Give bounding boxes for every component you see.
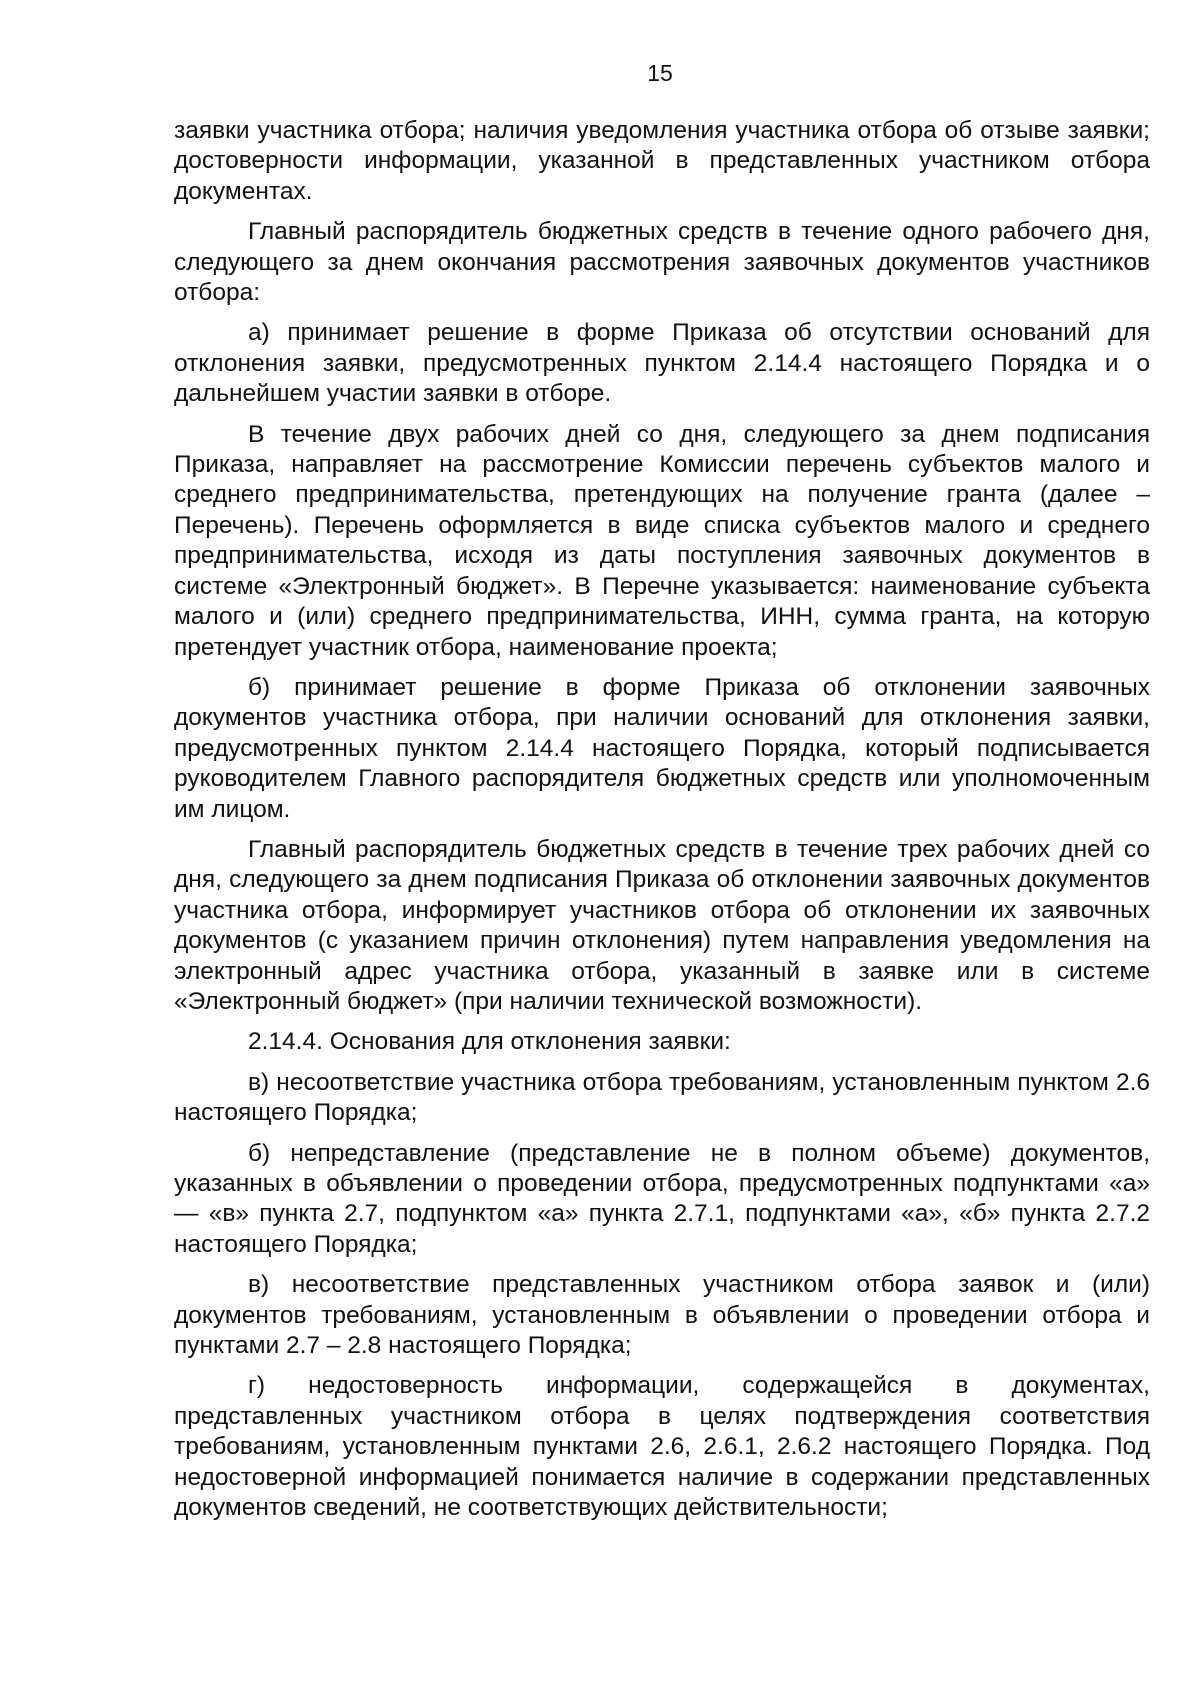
page-number: 15 [647,60,673,86]
section-heading-2-14-4: 2.14.4. Основания для отклонения заявки: [248,1028,731,1056]
paragraph-three-working-days: Главный распорядитель бюджетных средств в течение трех рабочих дней со дня, следующего за днем подписания Приказа об отклонении заявочных документов участника отбора, информирует участников отбора об отклонении их заявочных документов (с указанием причин отклонения) путем направления уведомления на электронный адрес участника отбора, указанный в заявке или в системе «Электронный бюджет» (при наличии технической возможности). [174,835,1150,1015]
paragraph-ground-v-requirements: в) несоответствие представленных участником отбора заявок и (или) документов требованиям, установленным в объявлении о проведении отбора и пунктами 2.7 – 2.8 настоящего Порядка; [174,1271,1150,1360]
paragraph-continuation: заявки участника отбора; наличия уведомления участника отбора об отзыве заявки; достоверности информации, указанной в представленных участником отбора документах. [174,117,1150,205]
paragraph-ground-v-participant: в) несоответствие участника отбора требованиям, установленным пунктом 2.6 настоящего Порядка; [174,1068,1150,1127]
paragraph-two-working-days: В течение двух рабочих дней со дня, следующего за днем подписания Приказа, направляет на рассмотрение Комиссии перечень субъектов малого и среднего предпринимательства, претендующих на получение гранта (далее – Перечень). Перечень оформляется в виде списка субъектов малого и среднего предпринимательства, исходя из даты поступления заявочных документов в системе «Электронный бюджет». В Перечне указывается: наименование субъекта малого и (или) среднего предпринимательства, ИНН, сумма гранта, на которую претендует участник отбора, наименование проекта; [174,420,1150,661]
document-body [174,116,1150,1533]
paragraph-ground-g-unreliable-info: г) недостоверность информации, содержащейся в документах, представленных участником отбора в целях подтверждения соответствия требованиям, установленным пунктами 2.6, 2.6.1, 2.6.2 настоящего Порядка. Под недостоверной информацией понимается наличие в содержании представленных документов сведений, не соответствующих действительности; [174,1372,1150,1522]
paragraph-main-distributor-one-day: Главный распорядитель бюджетных средств в течение одного рабочего дня, следующего за днем окончания рассмотрения заявочных документов участников отбора: [174,218,1150,307]
paragraph-item-a: а) принимает решение в форме Приказа об отсутствии оснований для отклонения заявки, предусмотренных пунктом 2.14.4 настоящего Порядка и о дальнейшем участии заявки в отборе. [174,319,1150,408]
paragraph-item-b-rejection: б) принимает решение в форме Приказа об отклонении заявочных документов участника отбора, при наличии оснований для отклонения заявки, предусмотренных пунктом 2.14.4 настоящего Порядка, который подписывается руководителем Главного распорядителя бюджетных средств или уполномоченным им лицом. [174,673,1150,823]
paragraph-ground-b-documents: б) непредставление (представление не в полном объеме) документов, указанных в объявлении о проведении отбора, предусмотренных подпунктами «а» — «в» пункта 2.7, подпунктом «а» пункта 2.7.1, подпунктами «а», «б» пункта 2.7.2 настоящего Порядка; [174,1139,1150,1258]
